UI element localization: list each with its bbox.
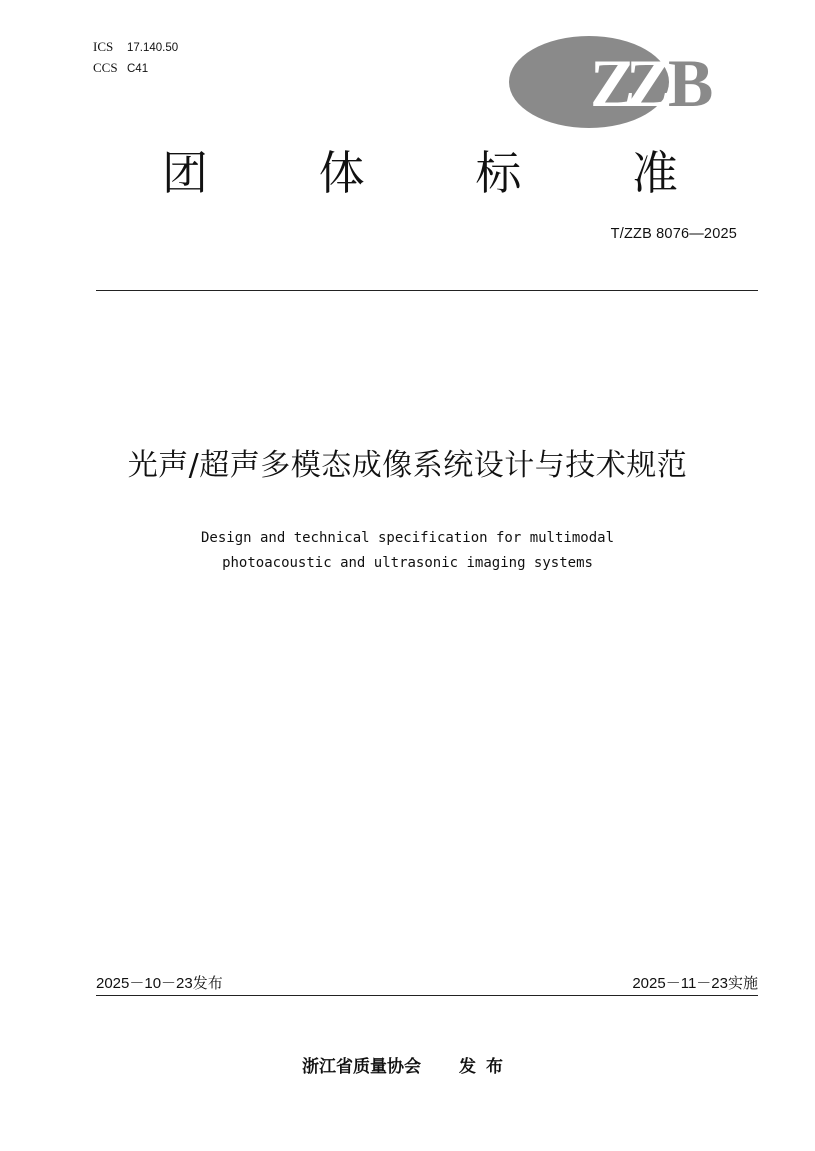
logo-letter-z1: Z: [590, 45, 636, 121]
ics-code: [93, 40, 178, 55]
english-title: [0, 526, 815, 576]
logo-letter-z2: Z: [626, 45, 672, 121]
zzb-logo: [508, 34, 736, 130]
bottom-divider: [96, 995, 758, 996]
ics-value: 17.140.50: [127, 42, 179, 54]
top-divider: [96, 290, 758, 291]
publisher-line: [0, 1052, 815, 1077]
implement-date-suffix: 实施: [727, 974, 758, 992]
ccs-value: C41: [127, 63, 149, 75]
ccs-code: [93, 61, 148, 76]
title-char: 准: [631, 146, 678, 200]
chinese-title: 光声/超声多模态成像系统设计与技术规范: [127, 448, 688, 483]
ccs-label: CCS: [93, 60, 118, 75]
logo-letter-b: B: [668, 45, 714, 121]
document-type-title: [150, 143, 690, 203]
implement-date-value: 2025－11－23: [632, 975, 728, 992]
publisher-name: 浙江省质量协会: [302, 1057, 421, 1077]
english-title-line2: photoacoustic and ultrasonic imaging systems: [222, 555, 593, 571]
standard-number: T/ZZB 8076—2025: [610, 226, 737, 242]
zzb-logo-graphic: [508, 34, 736, 130]
title-char: 标: [475, 146, 522, 200]
english-title-line1: Design and technical specification for multimodal: [200, 530, 614, 546]
ics-label: ICS: [93, 39, 114, 54]
publisher-action: 发布: [459, 1057, 513, 1077]
title-char: 体: [318, 146, 365, 200]
title-char: 团: [162, 146, 208, 200]
issue-date-suffix: 发布: [192, 974, 223, 992]
implement-date: [632, 972, 758, 993]
issue-date-value: 2025－10－23: [96, 975, 193, 992]
issue-date: [96, 972, 223, 993]
